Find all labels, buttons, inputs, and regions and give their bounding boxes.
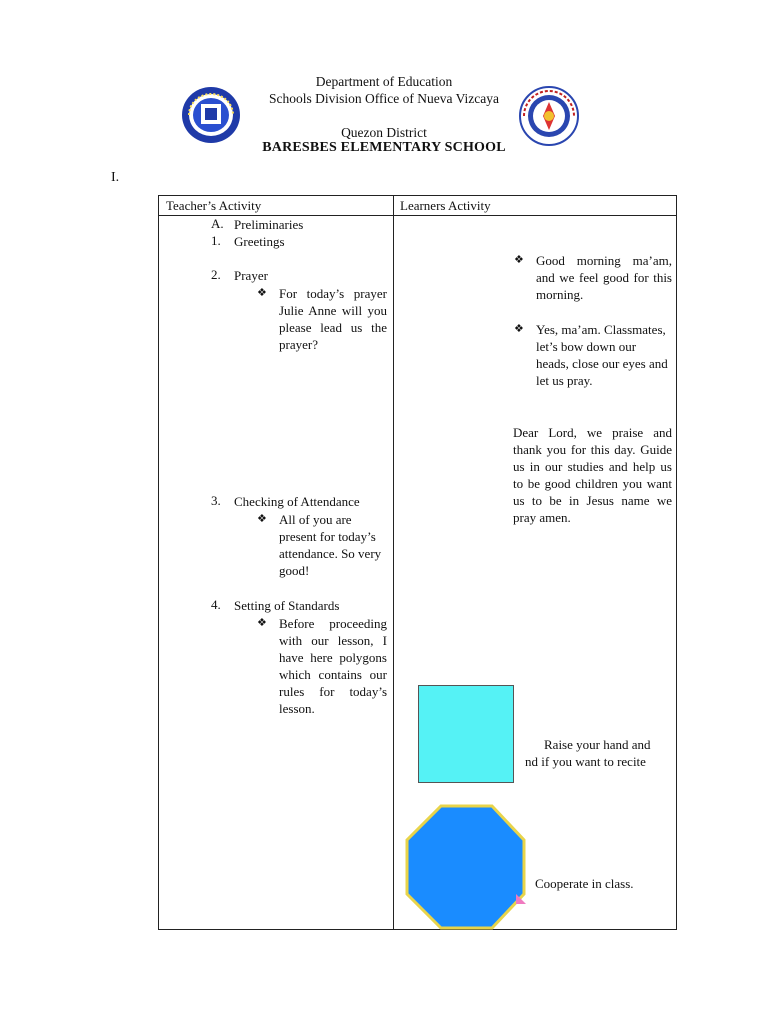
greeting-response: Good morning ma’am, and we feel good for this morning. bbox=[536, 253, 672, 302]
section-title: Preliminaries bbox=[234, 217, 304, 232]
item-4-title: Setting of Standards bbox=[234, 598, 340, 613]
item-4-bullet: Before proceeding with our lesson, I have here polygons which contains our rules for today’s lesson. bbox=[279, 616, 387, 716]
square-shape bbox=[418, 685, 514, 783]
item-3-title: Checking of Attendance bbox=[234, 494, 360, 509]
section-label: A. bbox=[211, 216, 224, 231]
rule-1-line-2: nd if you want to recite bbox=[525, 754, 646, 769]
learners-activity-header: Learners Activity bbox=[400, 198, 491, 213]
diamond-bullet-icon: ❖ bbox=[514, 323, 524, 335]
district-title: Quezon District bbox=[341, 125, 427, 140]
deped-seal-icon bbox=[519, 86, 579, 146]
division-seal-icon bbox=[181, 86, 241, 144]
item-1-number: 1. bbox=[211, 233, 221, 248]
column-divider bbox=[393, 196, 394, 929]
diamond-bullet-icon: ❖ bbox=[514, 254, 524, 266]
prayer-text: Dear Lord, we praise and thank you for this day. Guide us in our studies and help us to be good children you want us to be in Jesus name we pray amen. bbox=[513, 425, 672, 525]
item-4-number: 4. bbox=[211, 597, 221, 612]
diamond-bullet-icon: ❖ bbox=[257, 617, 267, 629]
octagon-shape bbox=[404, 804, 529, 930]
division-title: Schools Division Office of Nueva Vizcaya bbox=[268, 91, 499, 106]
rule-1-line-1: Raise your hand and bbox=[544, 737, 651, 752]
item-1-title: Greetings bbox=[234, 234, 285, 249]
department-title: Department of Education bbox=[315, 74, 453, 89]
teacher-activity-header: Teacher’s Activity bbox=[166, 198, 262, 213]
diamond-bullet-icon: ❖ bbox=[257, 287, 267, 299]
school-name: BARESBES ELEMENTARY SCHOOL bbox=[262, 140, 506, 155]
item-3-bullet: All of you are present for today’s attendance. So very good! bbox=[279, 512, 382, 578]
item-2-bullet: For today’s prayer Julie Anne will you please lead us the prayer? bbox=[279, 286, 387, 352]
item-2-title: Prayer bbox=[234, 268, 268, 283]
rule-2-text: Cooperate in class. bbox=[535, 876, 634, 891]
section-numeral: I. bbox=[111, 170, 120, 185]
item-3-number: 3. bbox=[211, 493, 221, 508]
prayer-response: Yes, ma’am. Classmates, let’s bow down our heads, close our eyes and let us pray. bbox=[536, 322, 668, 388]
diamond-bullet-icon: ❖ bbox=[257, 513, 267, 525]
item-2-number: 2. bbox=[211, 267, 221, 282]
activity-table bbox=[158, 195, 677, 930]
